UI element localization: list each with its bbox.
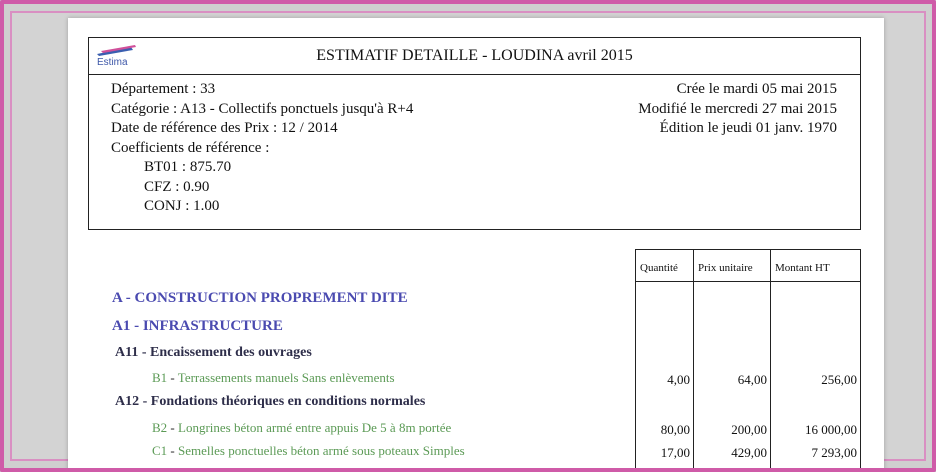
section-a12: A12 - Fondations théoriques en conditions normales bbox=[115, 394, 426, 409]
column-header-montant: Montant HT bbox=[775, 262, 830, 274]
item-quantite: 17,00 bbox=[660, 445, 690, 460]
item-prix: 429,00 bbox=[731, 445, 767, 460]
item-label: Longrines béton armé entre appuis De 5 à 8m portée bbox=[178, 420, 452, 435]
info-right bbox=[638, 80, 837, 139]
created-date: Crée le mardi 05 mai 2015 bbox=[676, 81, 837, 97]
item-montant: 7 293,00 bbox=[811, 445, 857, 460]
column-header-divider bbox=[636, 281, 860, 282]
departement: Département : 33 bbox=[111, 81, 216, 97]
coef-bt01: BT01 : 875.70 bbox=[144, 159, 232, 175]
line-item bbox=[152, 420, 451, 436]
column-header-prix: Prix unitaire bbox=[698, 262, 753, 274]
item-montant: 16 000,00 bbox=[805, 422, 857, 437]
section-a: A - CONSTRUCTION PROPREMENT DITE bbox=[112, 290, 408, 306]
item-quantite: 80,00 bbox=[660, 422, 690, 437]
modified-date: Modifié le mercredi 27 mai 2015 bbox=[638, 100, 837, 117]
coef-cfz: CFZ : 0.90 bbox=[144, 178, 210, 195]
document-page bbox=[68, 18, 884, 472]
item-separator: - bbox=[167, 370, 178, 385]
item-separator: - bbox=[167, 443, 179, 458]
coef-conj: CONJ : 1.00 bbox=[144, 198, 220, 214]
item-code: B1 bbox=[152, 370, 168, 385]
item-code: B2 bbox=[152, 420, 168, 435]
date-reference: Date de référence des Prix : 12 / 2014 bbox=[111, 120, 338, 136]
categorie: Catégorie : A13 - Collectifs ponctuels jusqu'à R+4 bbox=[111, 100, 414, 117]
section-a11: A11 - Encaissement des ouvrages bbox=[115, 345, 312, 360]
item-prix: 64,00 bbox=[737, 372, 767, 387]
item-separator: - bbox=[167, 420, 179, 435]
info-left bbox=[111, 80, 413, 217]
item-montant: 256,00 bbox=[821, 372, 857, 387]
line-item bbox=[152, 370, 395, 386]
item-quantite: 4,00 bbox=[667, 372, 690, 387]
document-title: ESTIMATIF DETAILLE - LOUDINA avril 2015 bbox=[316, 47, 633, 64]
section-a1: A1 - INFRASTRUCTURE bbox=[112, 318, 283, 334]
header-title-row bbox=[89, 38, 860, 75]
item-label: Terrassements manuels Sans enlèvements bbox=[177, 370, 395, 385]
column-header-quantite: Quantité bbox=[640, 262, 678, 274]
column-divider bbox=[770, 250, 771, 472]
logo-text: Estima bbox=[97, 57, 128, 68]
line-item bbox=[152, 443, 465, 459]
column-divider bbox=[693, 250, 694, 472]
edition-date: Édition le jeudi 01 janv. 1970 bbox=[659, 120, 837, 136]
price-columns bbox=[635, 249, 861, 472]
coefficients-label: Coefficients de référence : bbox=[111, 139, 270, 156]
item-label: Semelles ponctuelles béton armé sous poteaux Simples bbox=[178, 443, 465, 458]
header-box bbox=[88, 37, 861, 230]
item-code: C1 bbox=[152, 443, 168, 458]
item-prix: 200,00 bbox=[731, 422, 767, 437]
